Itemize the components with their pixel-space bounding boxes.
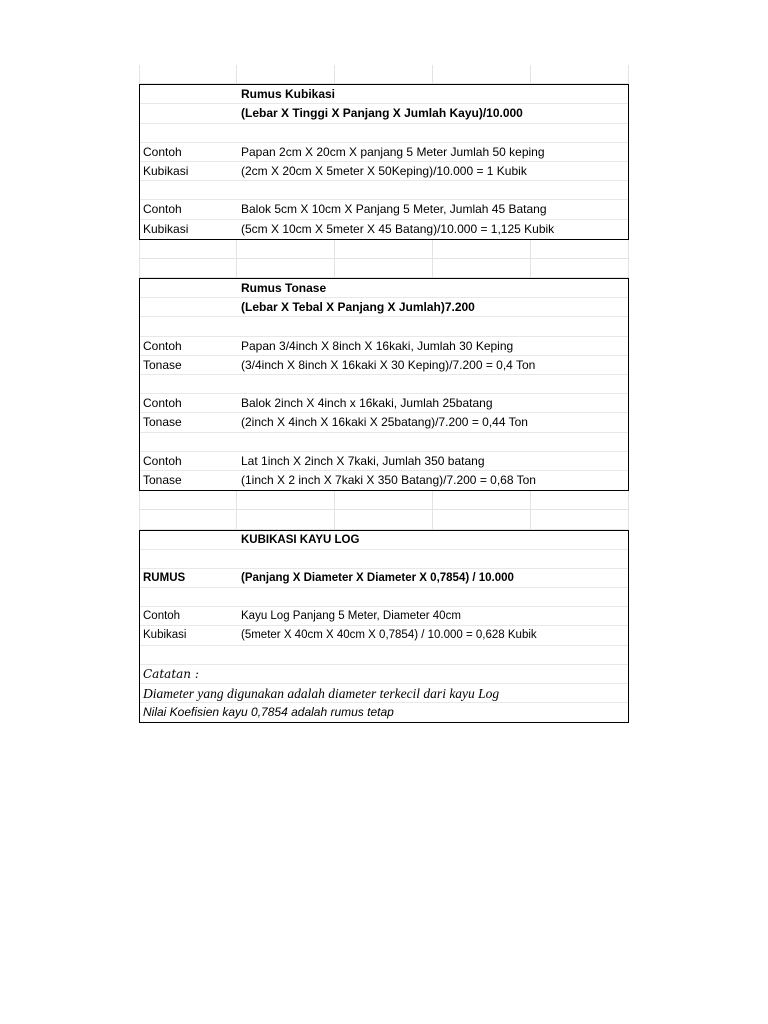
grid-row	[139, 259, 629, 278]
example-text: Balok 5cm X 10cm X Panjang 5 Meter, Jumlah 45 Batang	[241, 202, 547, 217]
example-text: Papan 3/4inch X 8inch X 16kaki, Jumlah 30 Keping	[241, 338, 514, 353]
kubikasi-formula: (Lebar X Tinggi X Panjang X Jumlah Kayu)/10.000	[241, 106, 523, 121]
grid-row	[139, 510, 629, 529]
example-label: Contoh	[143, 610, 181, 623]
spreadsheet	[139, 65, 629, 723]
rumus-label: RUMUS	[143, 571, 186, 584]
grid-row	[139, 65, 629, 84]
tonase-table	[139, 278, 629, 491]
result-label: Kubikasi	[143, 163, 189, 178]
example-label: Contoh	[143, 396, 182, 411]
example-text: Balok 2inch X 4inch x 16kaki, Jumlah 25batang	[241, 396, 493, 411]
note-diameter: Diameter yang digunakan adalah diameter terkecil dari kayu Log	[143, 686, 500, 701]
example-text: Papan 2cm X 20cm X panjang 5 Meter Jumlah 50 keping	[241, 144, 545, 159]
kubikasi-title: Rumus Kubikasi	[241, 87, 336, 102]
example-label: Contoh	[143, 453, 182, 468]
result-label: Tonase	[143, 357, 182, 372]
log-title: KUBIKASI KAYU LOG	[241, 533, 360, 546]
example-label: Contoh	[143, 202, 182, 217]
grid-row	[139, 491, 629, 510]
result-text: (3/4inch X 8inch X 16kaki X 30 Keping)/7.200 = 0,4 Ton	[241, 357, 536, 372]
result-text: (5meter X 40cm X 40cm X 0,7854) / 10.000 = 0,628 Kubik	[241, 629, 537, 642]
result-text: (5cm X 10cm X 5meter X 45 Batang)/10.000 = 1,125 Kubik	[241, 221, 555, 236]
result-text: (2cm X 20cm X 5meter X 50Keping)/10.000 = 1 Kubik	[241, 163, 527, 178]
result-label: Kubikasi	[143, 221, 189, 236]
kubikasi-table	[139, 84, 629, 240]
note-label: Catatan :	[143, 666, 199, 681]
example-label: Contoh	[143, 144, 182, 159]
tonase-title: Rumus Tonase	[241, 281, 327, 296]
result-text: (2inch X 4inch X 16kaki X 25batang)/7.200 = 0,44 Ton	[241, 415, 528, 430]
log-formula: (Panjang X Diameter X Diameter X 0,7854) / 10.000	[241, 571, 514, 584]
note-koefisien: Nilai Koefisien kayu 0,7854 adalah rumus tetap	[143, 705, 394, 720]
result-label: Tonase	[143, 415, 182, 430]
result-label: Kubikasi	[143, 629, 187, 642]
tonase-formula: (Lebar X Tebal X Panjang X Jumlah)7.200	[241, 300, 475, 315]
result-text: (1inch X 2 inch X 7kaki X 350 Batang)/7.200 = 0,68 Ton	[241, 472, 536, 487]
result-label: Tonase	[143, 472, 182, 487]
example-text: Lat 1inch X 2inch X 7kaki, Jumlah 350 batang	[241, 453, 485, 468]
example-text: Kayu Log Panjang 5 Meter, Diameter 40cm	[241, 610, 461, 623]
log-table	[139, 530, 629, 724]
grid-row	[139, 240, 629, 259]
example-label: Contoh	[143, 338, 182, 353]
